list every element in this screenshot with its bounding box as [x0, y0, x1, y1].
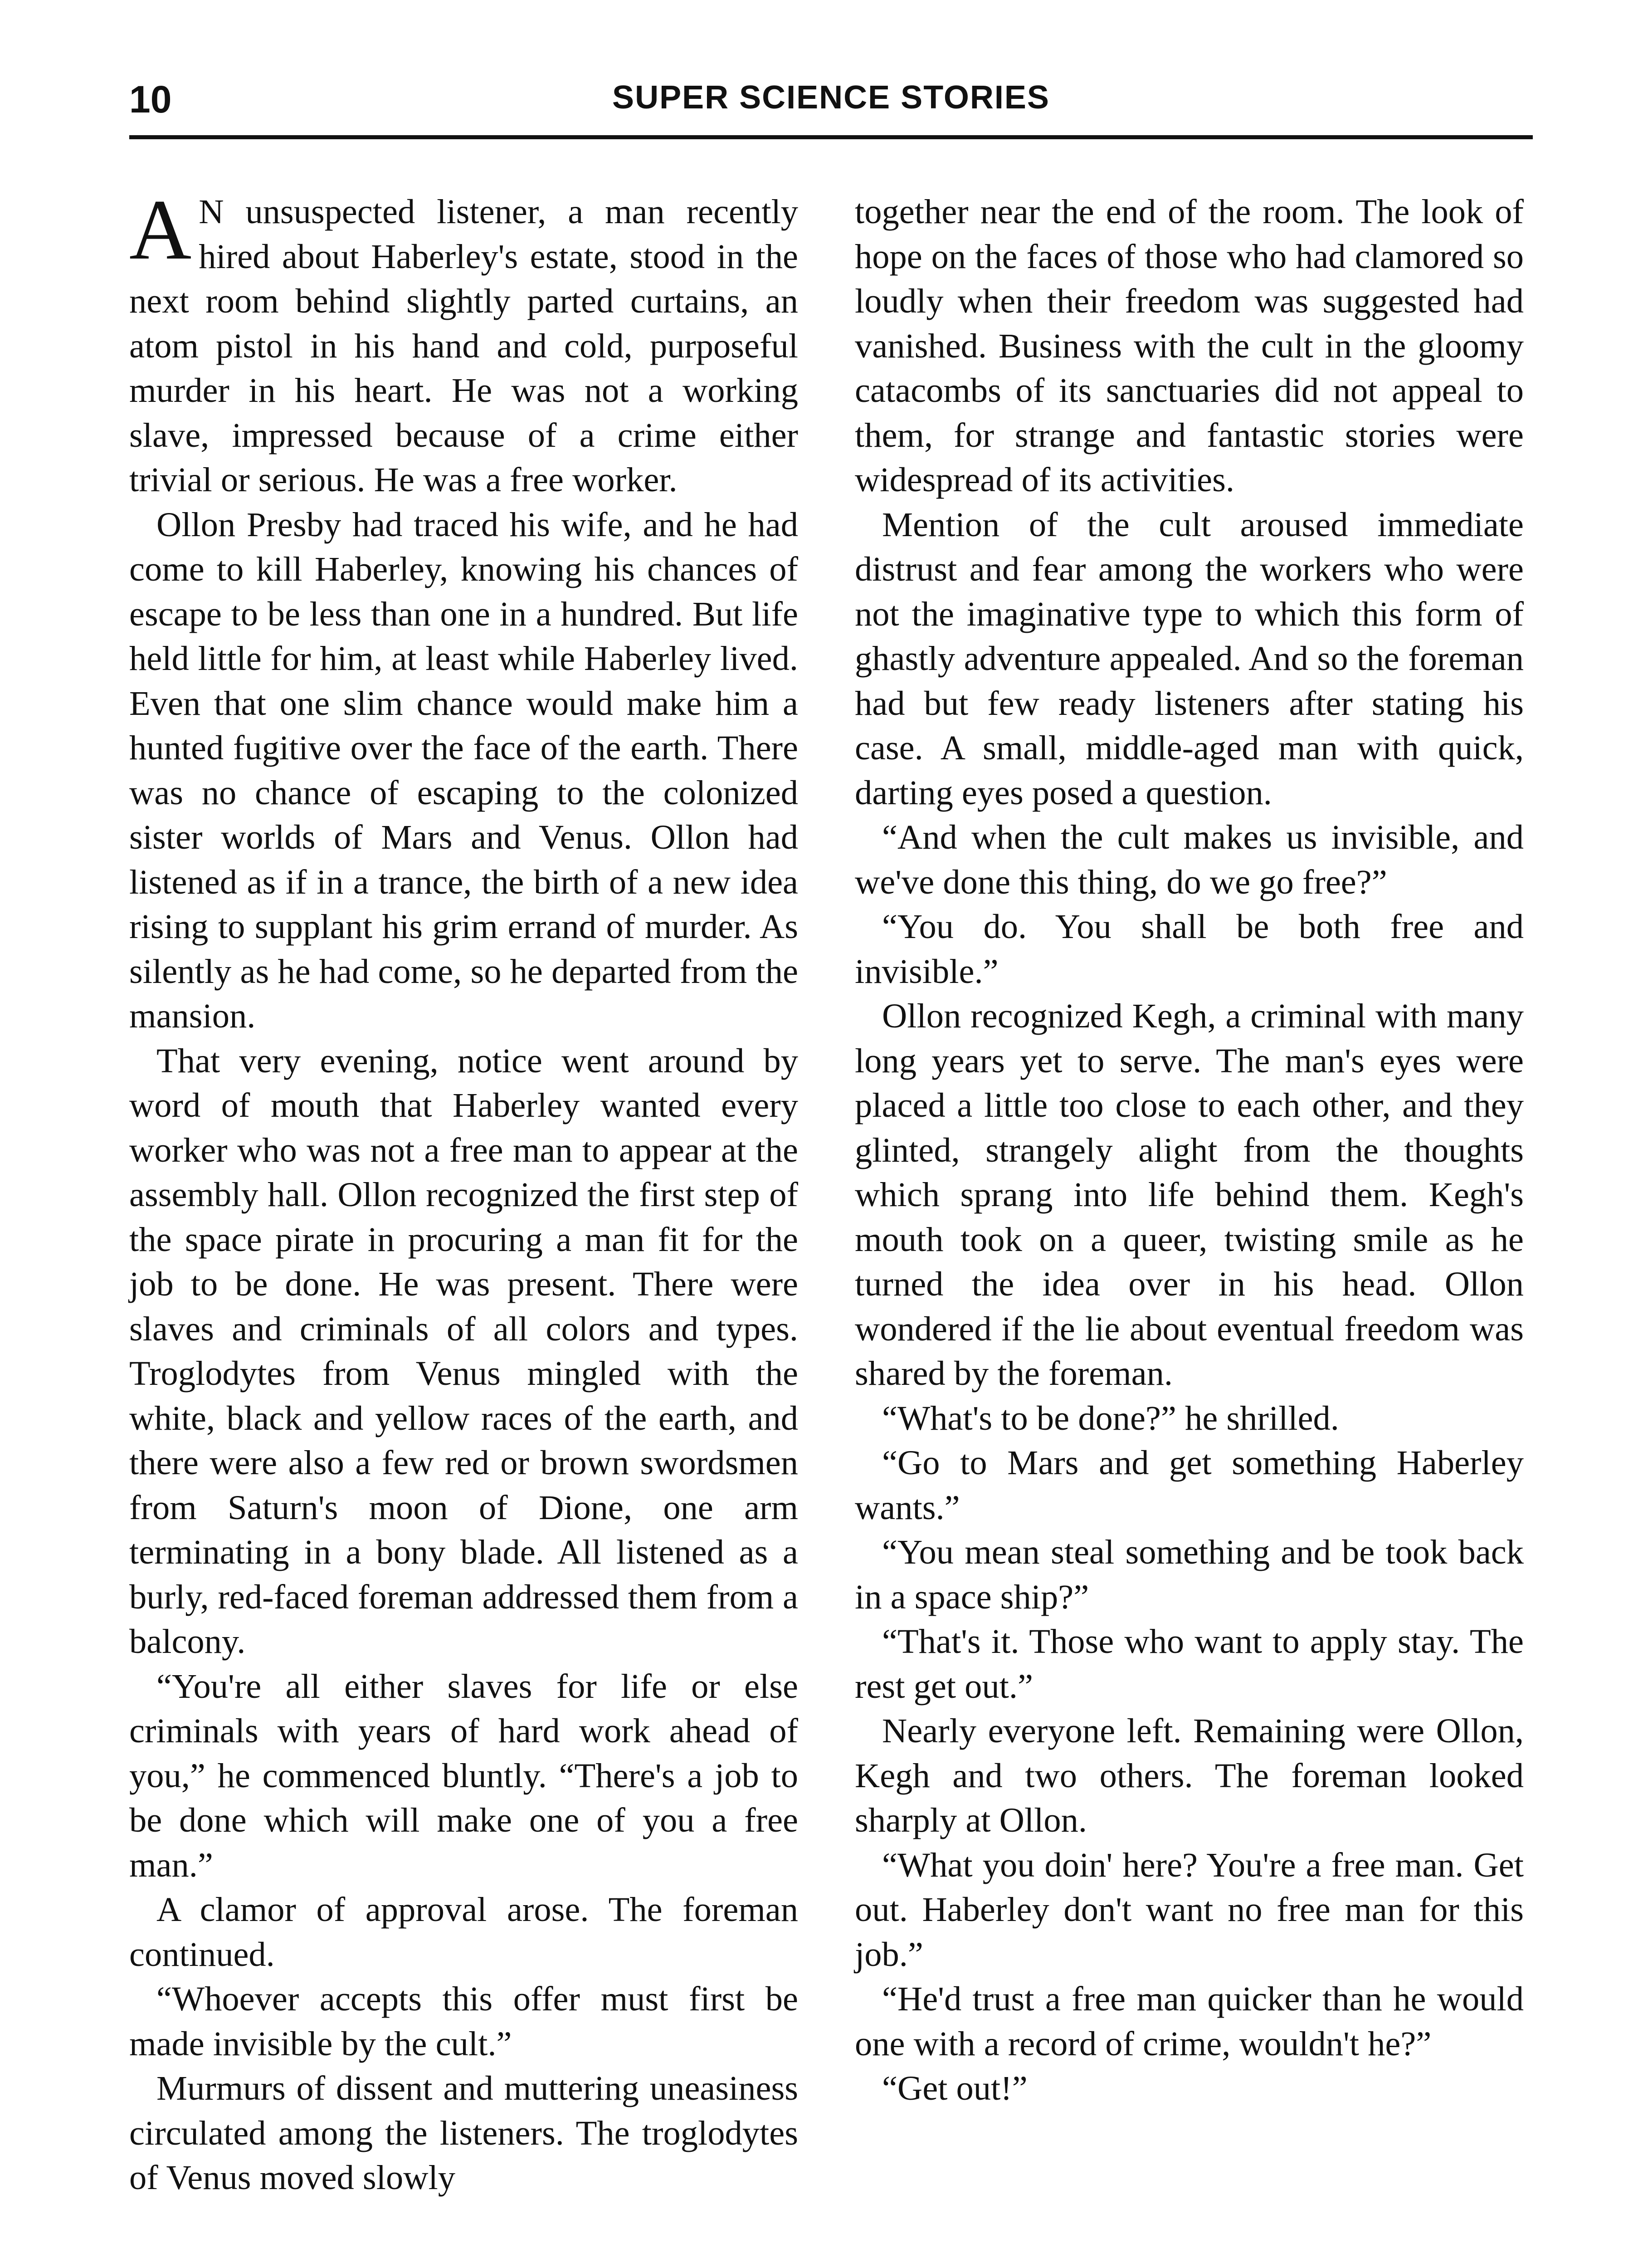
- page-number: 10: [129, 78, 172, 121]
- paragraph: “That's it. Those who want to apply stay. The rest get out.”: [855, 1622, 1524, 1706]
- paragraph: “And when the cult makes us invisible, and we've done this thing, do we go free?”: [855, 818, 1524, 901]
- paragraph: Murmurs of dissent and muttering uneasiness circulated among the listeners. The troglodytes of Venus moved slowly: [129, 2069, 798, 2197]
- paragraph: “He'd trust a free man quicker than he would one with a record of crime, wouldn't he?”: [855, 1980, 1524, 2063]
- paragraph: [129, 182, 798, 503]
- paragraph: Ollon recognized Kegh, a criminal with many long years yet to serve. The man's eyes were placed a little too close to each other, and they glinted, strangely alight from the thoughts which sprang into life behind them. Kegh's mouth took on a queer, twisting smile as he turned the idea over in his head. Ollon wondered if the lie about eventual freedom was shared by the foreman.: [855, 997, 1524, 1393]
- drop-cap: A: [129, 182, 192, 278]
- paragraph: “What you doin' here? You're a free man. Get out. Haberley don't want no free man for this job.”: [855, 1845, 1524, 1974]
- paragraph: “You do. You shall be both free and invisible.”: [855, 907, 1524, 991]
- header-rule: [129, 135, 1533, 139]
- paragraph: “You mean steal something and be took back in a space ship?”: [855, 1533, 1524, 1616]
- paragraph: That very evening, notice went around by word of mouth that Haberley wanted every worker who was not a free man to appear at the assembly hall. Ollon recognized the first step of the space pirate in procuring a man fit for the job to be done. He was present. There were slaves and criminals of all colors and types. Troglodytes from Venus mingled with the white, black and yellow races of the earth, and there were also a few red or brown swordsmen from Saturn's moon of Dione, one arm terminating in a bony blade. All listened as a burly, red-faced foreman addressed them from a balcony.: [129, 1041, 798, 1661]
- paragraph-text: N unsuspected listener, a man recently hired about Haberley's estate, stood in the next room behind slightly parted curtains, an atom pistol in his hand and cold, purposeful murder in his heart. He was not a working slave, impressed because of a crime either trivial or serious. He was a free worker.: [129, 192, 798, 499]
- running-head: SUPER SCIENCE STORIES: [612, 79, 1050, 116]
- paragraph: together near the end of the room. The look of hope on the faces of those who had clamored so loudly when their freedom was suggested had vanished. Business with the cult in the gloomy catacombs of its sanctuaries did not appeal to them, for strange and fantastic stories were widespread of its activities.: [855, 192, 1524, 499]
- paragraph: “What's to be done?” he shrilled.: [882, 1398, 1339, 1437]
- paragraph: Nearly everyone left. Remaining were Ollon, Kegh and two others. The foreman looked sharply at Ollon.: [855, 1711, 1524, 1839]
- paragraph: Ollon Presby had traced his wife, and he had come to kill Haberley, knowing his chances of escape to be less than one in a hundred. But life held little for him, at least while Haberley lived. Even that one slim chance would make him a hunted fugitive over the face of the earth. There was no chance of escaping to the colonized sister worlds of Mars and Venus. Ollon had listened as if in a trance, the birth of a new idea rising to supplant his grim errand of murder. As silently as he had come, so he departed from the mansion.: [129, 505, 798, 1035]
- paragraph: “You're all either slaves for life or else criminals with years of hard work ahead of you,” he commenced bluntly. “There's a job to be done which will make one of you a free man.”: [129, 1667, 798, 1884]
- right-column: [855, 190, 1524, 2111]
- page-header: [129, 75, 1533, 143]
- left-column: [129, 182, 798, 2200]
- paragraph: Mention of the cult aroused immediate distrust and fear among the workers who were not the imaginative type to which this form of ghastly adventure appealed. And so the foreman had but few ready listeners after stating his case. A small, middle-aged man with quick, darting eyes posed a question.: [855, 505, 1524, 812]
- paragraph: A clamor of approval arose. The foreman continued.: [129, 1890, 798, 1974]
- paragraph: “Go to Mars and get something Haberley wants.”: [855, 1443, 1524, 1527]
- paragraph: “Get out!”: [882, 2069, 1028, 2107]
- paragraph: “Whoever accepts this offer must first be made invisible by the cult.”: [129, 1980, 798, 2063]
